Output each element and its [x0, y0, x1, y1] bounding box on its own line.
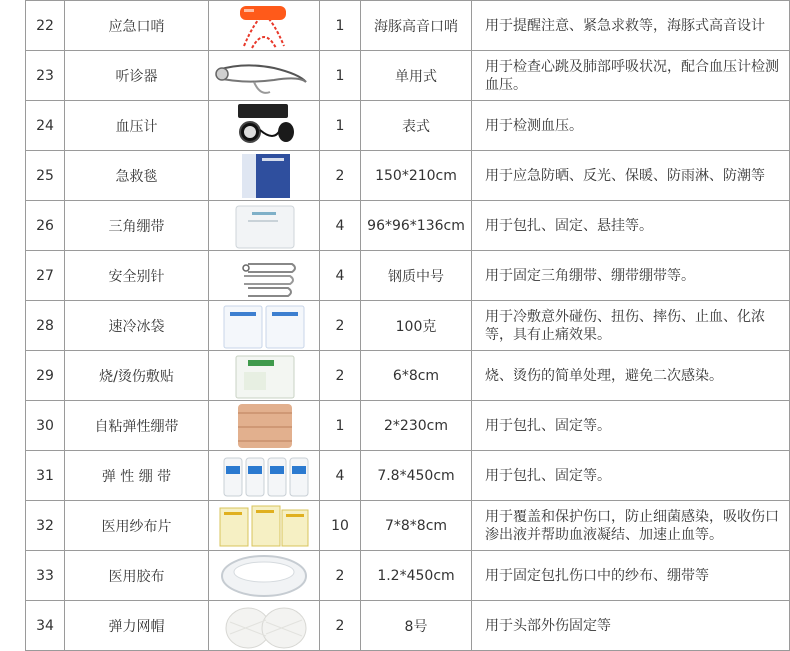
item-description: 用于应急防晒、反光、保暖、防雨淋、防潮等: [472, 151, 790, 201]
item-description: 用于头部外伤固定等: [472, 601, 790, 651]
item-number: 34: [26, 601, 65, 651]
item-name: 烧/烫伤敷贴: [65, 351, 209, 401]
item-quantity: 4: [320, 251, 361, 301]
item-description: 烧、烫伤的简单处理，避免二次感染。: [472, 351, 790, 401]
item-number: 27: [26, 251, 65, 301]
triangular-bandage-icon: [209, 201, 320, 251]
item-spec: 8号: [361, 601, 472, 651]
item-spec: 6*8cm: [361, 351, 472, 401]
item-description: 用于提醒注意、紧急求救等，海豚式高音设计: [472, 1, 790, 51]
item-quantity: 1: [320, 1, 361, 51]
elastic-bandage-icon: [209, 451, 320, 501]
burn-dressing-icon: [209, 351, 320, 401]
table-row: [26, 601, 790, 651]
emergency-blanket-icon: [209, 151, 320, 201]
gauze-pad-icon: [209, 501, 320, 551]
item-number: 30: [26, 401, 65, 451]
item-spec: 7.8*450cm: [361, 451, 472, 501]
item-description: 用于覆盖和保护伤口，防止细菌感染，吸收伤口渗出液并帮助血液凝结、加速止血等。: [472, 501, 790, 551]
item-number: 24: [26, 101, 65, 151]
item-spec: 2*230cm: [361, 401, 472, 451]
item-description: 用于检测血压。: [472, 101, 790, 151]
item-quantity: 2: [320, 351, 361, 401]
item-name: 急救毯: [65, 151, 209, 201]
item-spec: 表式: [361, 101, 472, 151]
item-quantity: 2: [320, 301, 361, 351]
table-row: [26, 1, 790, 51]
item-spec: 100克: [361, 301, 472, 351]
item-number: 31: [26, 451, 65, 501]
table-row: [26, 401, 790, 451]
item-number: 23: [26, 51, 65, 101]
medical-tape-icon: [209, 551, 320, 601]
table-row: [26, 251, 790, 301]
item-spec: 96*96*136cm: [361, 201, 472, 251]
item-name: 弹 性 绷 带: [65, 451, 209, 501]
item-quantity: 2: [320, 601, 361, 651]
item-number: 26: [26, 201, 65, 251]
self-adhesive-bandage-icon: [209, 401, 320, 451]
whistle-icon: [209, 1, 320, 51]
item-quantity: 4: [320, 201, 361, 251]
item-name: 速冷冰袋: [65, 301, 209, 351]
item-description: 用于包扎、固定等。: [472, 401, 790, 451]
item-spec: 钢质中号: [361, 251, 472, 301]
item-number: 32: [26, 501, 65, 551]
table-row: [26, 351, 790, 401]
item-spec: 7*8*8cm: [361, 501, 472, 551]
item-description: 用于冷敷意外碰伤、扭伤、摔伤、止血、化浓等，具有止痛效果。: [472, 301, 790, 351]
table-row: [26, 151, 790, 201]
item-description: 用于固定三角绷带、绷带绷带等。: [472, 251, 790, 301]
table-row: [26, 501, 790, 551]
item-quantity: 10: [320, 501, 361, 551]
item-description: 用于固定包扎伤口中的纱布、绷带等: [472, 551, 790, 601]
safety-pin-icon: [209, 251, 320, 301]
table-row: [26, 451, 790, 501]
item-quantity: 2: [320, 151, 361, 201]
item-name: 三角绷带: [65, 201, 209, 251]
item-description: 用于包扎、固定等。: [472, 451, 790, 501]
item-spec: 150*210cm: [361, 151, 472, 201]
item-number: 29: [26, 351, 65, 401]
elastic-net-cap-icon: [209, 601, 320, 651]
stethoscope-icon: [209, 51, 320, 101]
item-quantity: 2: [320, 551, 361, 601]
table-row: [26, 551, 790, 601]
item-description: 用于检查心跳及肺部呼吸状况，配合血压计检测血压。: [472, 51, 790, 101]
item-spec: 单用式: [361, 51, 472, 101]
item-description: 用于包扎、固定、悬挂等。: [472, 201, 790, 251]
item-name: 安全别针: [65, 251, 209, 301]
item-name: 听诊器: [65, 51, 209, 101]
blood-pressure-monitor-icon: [209, 101, 320, 151]
table-row: [26, 51, 790, 101]
item-name: 血压计: [65, 101, 209, 151]
table-row: [26, 301, 790, 351]
item-name: 医用纱布片: [65, 501, 209, 551]
kit-items-table: [25, 0, 790, 651]
table-row: [26, 201, 790, 251]
item-name: 自粘弹性绷带: [65, 401, 209, 451]
item-number: 22: [26, 1, 65, 51]
item-name: 应急口哨: [65, 1, 209, 51]
item-quantity: 1: [320, 101, 361, 151]
item-quantity: 4: [320, 451, 361, 501]
item-number: 28: [26, 301, 65, 351]
item-spec: 1.2*450cm: [361, 551, 472, 601]
item-number: 33: [26, 551, 65, 601]
item-quantity: 1: [320, 51, 361, 101]
item-number: 25: [26, 151, 65, 201]
item-name: 弹力网帽: [65, 601, 209, 651]
table-row: [26, 101, 790, 151]
ice-pack-icon: [209, 301, 320, 351]
item-quantity: 1: [320, 401, 361, 451]
item-name: 医用胶布: [65, 551, 209, 601]
item-spec: 海豚高音口哨: [361, 1, 472, 51]
